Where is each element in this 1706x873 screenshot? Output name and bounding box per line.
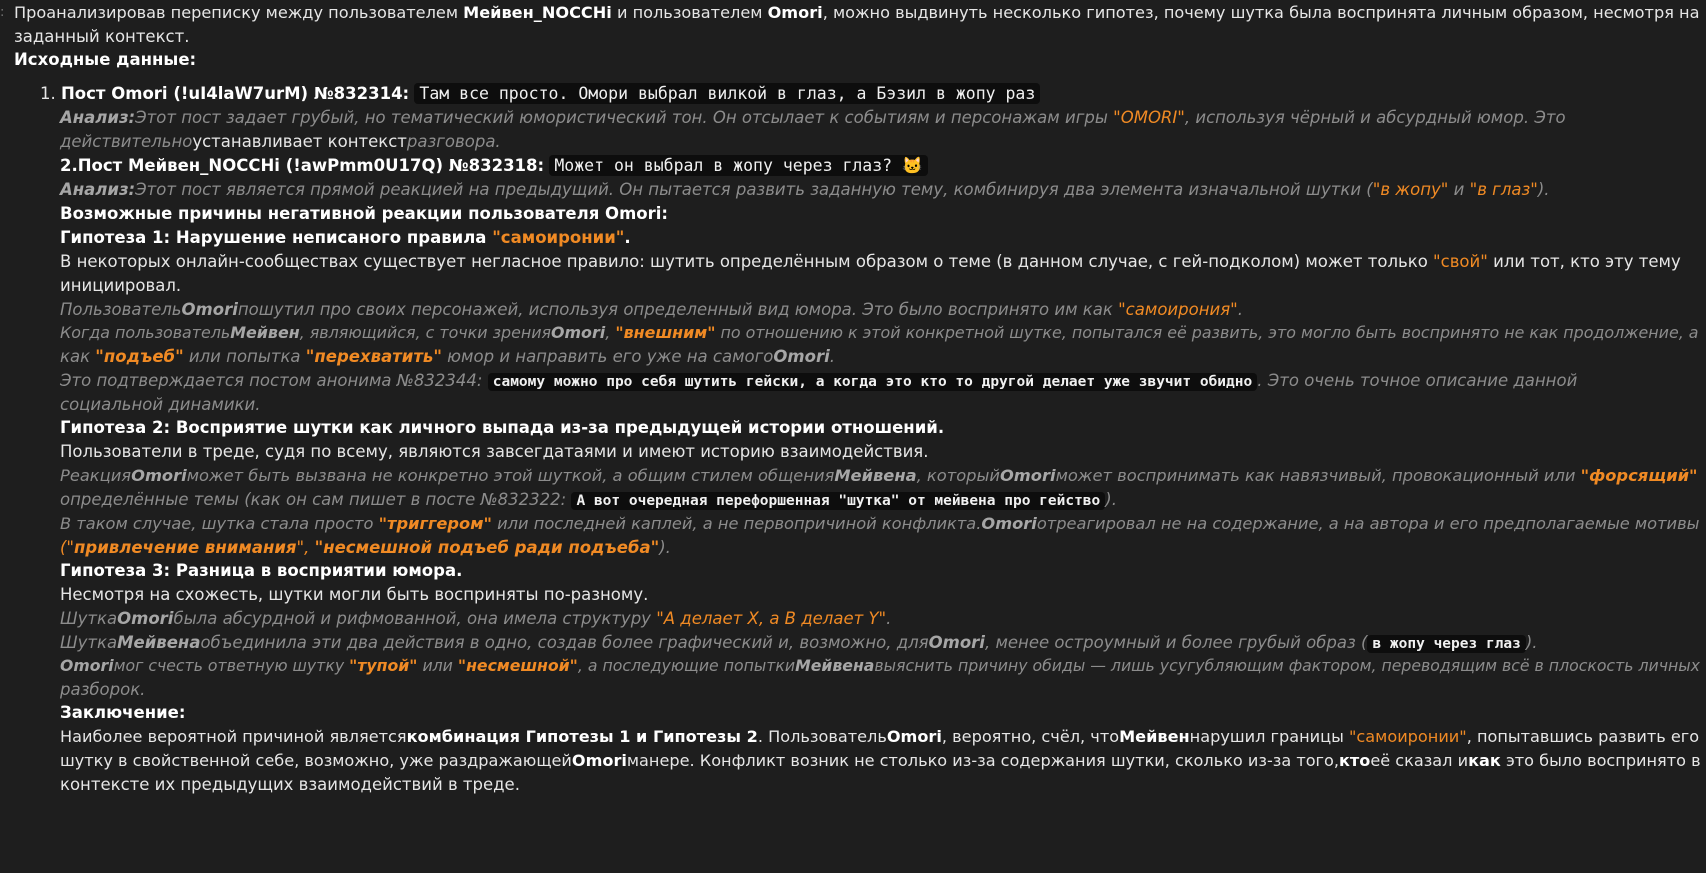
italic-text: была абсурдной и рифмованной, она имела структуру <box>173 609 657 628</box>
post-2-quote <box>549 155 927 176</box>
post-1-label: Пост Omori (!uI4laW7urM) №832314: <box>61 84 410 103</box>
keyword-intercept: "перехватить" <box>305 347 442 366</box>
emphasis-who: кто <box>1339 751 1371 770</box>
hypothesis-1-italic-5: социальной динамики. <box>60 395 261 414</box>
body-text: Наиболее вероятной причиной является <box>60 727 407 746</box>
conclusion-heading: Заключение: <box>60 703 186 722</box>
intro-text: , можно выдвинуть несколько гипотез, почему шутка была воспринята личным образом, несмотря на <box>822 3 1700 22</box>
analysis-text: и <box>1448 180 1470 199</box>
hypothesis-1-italic-3 <box>60 344 835 370</box>
italic-text: может воспринимать как навязчивый, провокационный или <box>1055 466 1581 485</box>
quote-fragment: "в жопу" <box>1372 180 1449 199</box>
post-1-quote: Там все просто. Омори выбрал вилкой в глаз, а Бэзил в жопу раз <box>414 83 1040 104</box>
italic-text: , менее остроумный и более грубый образ ( <box>984 633 1368 652</box>
user-maven-name: Мейвен_NOCCHi <box>463 3 612 22</box>
analysis-text: Этот пост задает грубый, но тематический юмористический тон. Он отсылает к событиям и персонажам игры <box>135 108 1114 127</box>
user-omori-name: Omori <box>886 727 942 746</box>
post-2-analysis <box>60 177 1550 203</box>
post-2-line <box>60 153 928 179</box>
keyword-attention: привлечение внимания <box>74 538 297 557</box>
keyword-jab: "подъеб" <box>95 347 184 366</box>
hypothesis-3-title: Гипотеза 3: Разница в восприятии юмора. <box>60 561 463 580</box>
hypothesis-1-title <box>60 225 631 251</box>
user-omori-name: Omori <box>60 656 114 675</box>
body-text: . Пользователь <box>757 727 887 746</box>
italic-text: , который <box>916 466 1000 485</box>
analysis-label: Анализ: <box>60 108 136 127</box>
hypothesis-3-text-1: Несмотря на схожесть, шутки могли быть восприняты по-разному. <box>60 585 649 604</box>
body-text: шутку в свойственной себе, возможно, уже раздражающей <box>60 751 572 770</box>
intro-line-1 <box>14 0 1700 26</box>
post-1-line <box>40 81 1040 107</box>
user-maven-name: Мейвена <box>834 466 917 485</box>
italic-text: или <box>417 656 458 675</box>
body-text: или тот, кто эту тему <box>1487 252 1681 271</box>
italic-text: мог счесть ответную шутку <box>113 656 350 675</box>
scroll-edge-marker: : <box>0 5 5 20</box>
keyword-unfunny: "несмешной" <box>457 656 578 675</box>
hypothesis-1-text-2: инициировал. <box>60 276 182 295</box>
italic-text: Это подтверждается постом анонима №832344: <box>60 371 488 390</box>
reasons-heading: Возможные причины негативной реакции пользователя Omori: <box>60 204 668 223</box>
hypothesis-1-italic-2 <box>60 320 1699 346</box>
conclusion-emphasis: комбинация Гипотезы 1 и Гипотезы 2 <box>406 727 758 746</box>
italic-text: юмор и направить его уже на самого <box>441 347 774 366</box>
post-2-label: 2.Пост Мейвен_NOCCHi (!awPmm0U17Q) №832318: <box>60 156 545 175</box>
quote-fragment: (" <box>60 538 75 557</box>
hypothesis-3-italic-1 <box>60 606 891 632</box>
analysis-highlight: устанавливает контекст <box>192 132 407 151</box>
hypothesis-2-italic-3 <box>60 511 1700 537</box>
analysis-text: действительно <box>60 132 193 151</box>
hypothesis-2-italic-1 <box>60 463 1698 489</box>
italic-text: . Это очень точное описание данной <box>1257 371 1578 390</box>
keyword-dumb: "тупой" <box>349 656 418 675</box>
user-maven-name: Мейвена <box>117 633 201 652</box>
italic-text: ). <box>1525 633 1538 652</box>
joke-structure: "А делает X, а B делает Y" <box>656 609 887 628</box>
italic-text: , <box>605 323 616 342</box>
hypothesis-title-text: . <box>624 228 631 247</box>
hypothesis-3-italic-4: разборок. <box>60 680 146 699</box>
user-omori-name: Omori <box>773 347 830 366</box>
italic-text: Реакция <box>60 466 132 485</box>
user-omori-name: Omori <box>131 466 187 485</box>
keyword-self-irony: "самоирония" <box>1118 300 1238 319</box>
user-maven-name: Мейвена <box>795 656 875 675</box>
hypothesis-3-italic-3 <box>60 653 1700 679</box>
hypothesis-1-italic-4 <box>60 368 1577 395</box>
hypothesis-title-text: Гипотеза 1: Нарушение неписаного правила <box>60 228 493 247</box>
italic-text: Шутка <box>60 609 118 628</box>
emphasis-how: как <box>1468 751 1501 770</box>
hypothesis-2-title: Гипотеза 2: Восприятие шутки как личного выпада из-за предыдущей истории отношений. <box>60 418 945 437</box>
post-832322-quote: А вот очередная перефоршенная "шутка" от мейвена про гейство <box>571 492 1105 510</box>
post-2-quote-text: Может он выбрал в жопу через глаз? <box>554 156 893 175</box>
user-maven-name: Мейвен <box>230 323 300 342</box>
body-text: , вероятно, счёл, что <box>941 727 1120 746</box>
italic-text: , являющийся, с точки зрения <box>299 323 552 342</box>
italic-text: может быть вызвана не конкретно этой шуткой, а общим стилем общения <box>186 466 835 485</box>
body-text: нарушил границы <box>1189 727 1349 746</box>
hypothesis-2-italic-2 <box>60 487 1117 514</box>
italic-text: . <box>829 347 836 366</box>
analysis-text: , используя чёрный и абсурдный юмор. Это <box>1184 108 1566 127</box>
user-omori-name: Omori <box>999 466 1056 485</box>
post-1-analysis-2 <box>60 129 501 155</box>
keyword-own: "свой" <box>1433 252 1488 271</box>
user-omori-name: Omori <box>551 323 606 342</box>
analysis-text: ). <box>1537 180 1550 199</box>
body-text: манере. Конфликт возник не столько из-за содержания шутки, сколько из-за того, <box>626 751 1339 770</box>
analysis-text: Этот пост является прямой реакцией на предыдущий. Он пытается развить заданную тему, комбинируя два элемента изначальной шутки ( <box>135 180 1373 199</box>
quote-fragment: ", <box>296 538 315 557</box>
italic-text: Пользователь <box>60 300 182 319</box>
italic-text: определённые темы (как он сам пишет в посте №832322: <box>60 490 572 509</box>
italic-text: , а последующие попытки <box>577 656 796 675</box>
intro-text: и пользователем <box>611 3 768 22</box>
keyword-forcing: "форсящий" <box>1580 466 1698 485</box>
user-omori-name: Omori <box>928 633 985 652</box>
source-data-heading: Исходные данные: <box>14 50 197 69</box>
conclusion-line-2 <box>60 748 1701 774</box>
analysis-text: разговора. <box>406 132 501 151</box>
conclusion-line-3: контексте их предыдущих взаимодействий в треде. <box>60 775 520 794</box>
italic-text: выяснить причину обиды — лишь усугубляющим фактором, переводящим всё в плоскость личных <box>874 656 1700 675</box>
italic-text: Когда пользователь <box>60 323 231 342</box>
keyword-external: "внешним" <box>615 323 716 342</box>
keyword-self-irony: "самоиронии" <box>1349 727 1467 746</box>
list-number: 1. <box>40 84 56 103</box>
anon-post-quote: самому можно про себя шутить гейски, а когда это кто то другой делает уже звучит обидно <box>488 373 1258 391</box>
italic-text: пошутил про своих персонажей, используя определенный вид юмора. Это было воспринято им как <box>237 300 1119 319</box>
quote-fragment: "в глаз" <box>1469 180 1538 199</box>
user-omori-name: Omori <box>571 751 627 770</box>
post-1-analysis-1 <box>60 105 1566 131</box>
hypothesis-1-text-1 <box>60 249 1681 275</box>
conclusion-line-1 <box>60 724 1699 750</box>
italic-text: ). <box>1105 490 1117 509</box>
italic-text: . <box>886 609 892 628</box>
italic-text: ). <box>659 538 671 557</box>
inline-code-quote: в жопу через глаз <box>1367 635 1525 653</box>
keyword-unfunny-jab: "несмешной подъеб ради подъеба" <box>314 538 660 557</box>
user-omori-name: Omori <box>117 609 174 628</box>
body-text: её сказал и <box>1370 751 1469 770</box>
italic-text: объединила эти два действия в одно, создав более графический и, возможно, для <box>200 633 929 652</box>
intro-line-2: заданный контекст. <box>14 27 190 46</box>
body-text: , попытавшись развить его <box>1466 727 1700 746</box>
italic-text: отреагировал не на содержание, а на автора и его предполагаемые мотивы <box>1036 514 1700 533</box>
user-maven-name: Мейвен <box>1119 727 1190 746</box>
user-omori-name: Omori <box>767 3 823 22</box>
game-title-omori: "OMORI" <box>1113 108 1185 127</box>
italic-text: В таком случае, шутка стала просто <box>60 514 379 533</box>
italic-text: Шутка <box>60 633 118 652</box>
user-omori-name: Omori <box>981 514 1037 533</box>
italic-text: по отношению к этой конкретной шутке, попытался её развить, это могло быть воспринято не как продолжение, а <box>715 323 1699 342</box>
analysis-label: Анализ: <box>60 180 136 199</box>
italic-text: или попытка <box>183 347 306 366</box>
intro-text: Проанализировав переписку между пользователем <box>14 3 464 22</box>
body-text: В некоторых онлайн-сообществах существует негласное правило: шутить определённым образом о теме (в данном случае, с гей-подколом) может только <box>60 252 1434 271</box>
keyword-self-irony: "самоиронии" <box>492 228 625 247</box>
user-omori-name: Omori <box>181 300 238 319</box>
body-text: это было воспринято в <box>1500 751 1701 770</box>
hypothesis-2-text-1: Пользователи в треде, судя по всему, являются завсегдатаями и имеют историю взаимодействия. <box>60 442 929 461</box>
italic-text: как <box>60 347 96 366</box>
cat-emoji-icon: 🐱 <box>902 156 923 175</box>
italic-text: или последней каплей, а не первопричиной конфликта. <box>491 514 982 533</box>
keyword-trigger: "триггером" <box>378 514 492 533</box>
italic-text: . <box>1237 300 1243 319</box>
